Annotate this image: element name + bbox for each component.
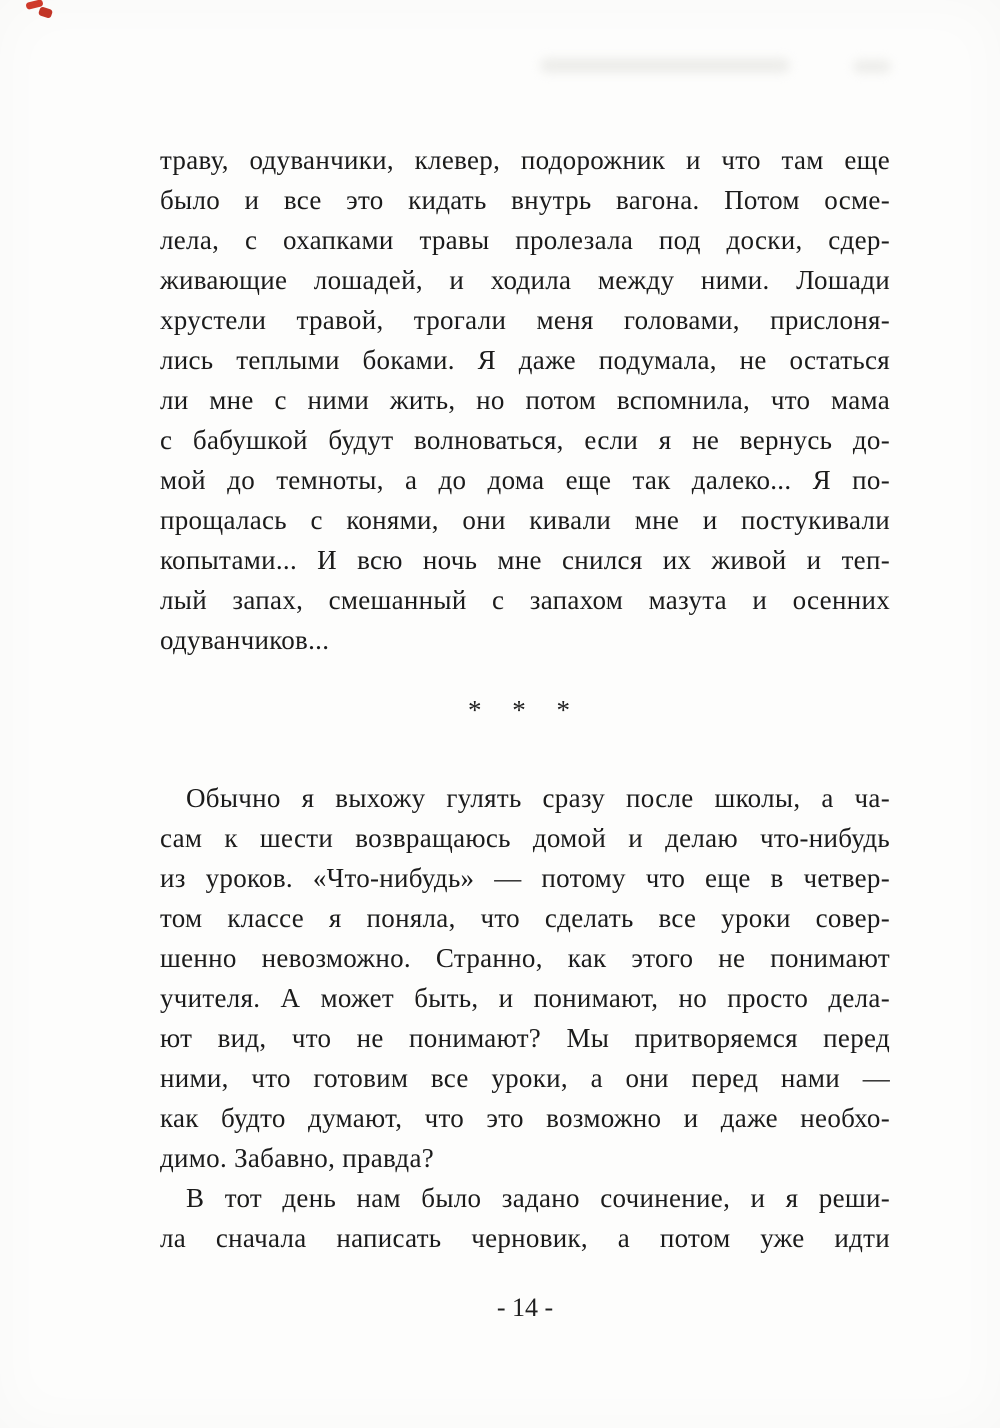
scan-smudge-artifact [540, 58, 790, 73]
text-line: живающие лошадей, и ходила между ними. Лошади [160, 265, 890, 295]
paragraph-essay [160, 1178, 890, 1258]
text-line: В тот день нам было задано сочинение, и я реши- [186, 1183, 890, 1213]
paragraph-horses [160, 140, 890, 660]
text-line: траву, одуванчики, клевер, подорожник и что там еще [160, 145, 890, 175]
scan-smudge-artifact [853, 60, 891, 73]
text-line: шенно невозможно. Странно, как этого не понимают [160, 943, 890, 973]
text-line: учителя. А может быть, и понимают, но просто дела- [160, 983, 890, 1013]
text-line: лись теплыми боками. Я даже подумала, не остаться [160, 345, 890, 375]
section-separator: * * * [468, 695, 582, 725]
text-line: прощалась с конями, они кивали мне и постукивали [160, 505, 890, 535]
text-line: димо. Забавно, правда? [160, 1143, 435, 1173]
text-line: лела, с охапками травы пролезала под доски, сдер- [160, 225, 890, 255]
text-block [160, 140, 890, 1258]
page-number: - 14 - [496, 1293, 554, 1322]
text-line: ними, что готовим все уроки, а они перед нами — [160, 1063, 890, 1093]
text-line: лый запах, смешанный с запахом мазута и осенних [160, 585, 890, 615]
text-line: с бабушкой будут волноваться, если я не вернусь до- [160, 425, 890, 455]
text-line: было и все это кидать внутрь вагона. Потом осме- [160, 185, 890, 215]
text-line: ли мне с ними жить, но потом вспомнила, что мама [160, 385, 890, 415]
text-line: мой до темноты, а до дома еще так далеко... Я по- [160, 465, 890, 495]
text-line: как будто думают, что это возможно и даже необхо- [160, 1103, 890, 1133]
paragraph-school [160, 778, 890, 1178]
text-line: том классе я поняла, что сделать все уроки совер- [160, 903, 890, 933]
text-line: Обычно я выхожу гулять сразу после школы, а ча- [186, 783, 890, 813]
text-line: одуванчиков... [160, 625, 330, 655]
text-line: сам к шести возвращаюсь домой и делаю что-нибудь [160, 823, 890, 853]
text-line: из уроков. «Что-нибудь» — потому что еще в четвер- [160, 863, 890, 893]
red-ink-mark-artifact [38, 6, 53, 19]
text-line: ют вид, что не понимают? Мы притворяемся перед [160, 1023, 890, 1053]
text-line: хрустели травой, трогали меня головами, прислоня- [160, 305, 890, 335]
text-line: копытами... И всю ночь мне снился их живой и теп- [160, 545, 890, 575]
text-line: ла сначала написать черновик, а потом уже идти [160, 1223, 890, 1253]
